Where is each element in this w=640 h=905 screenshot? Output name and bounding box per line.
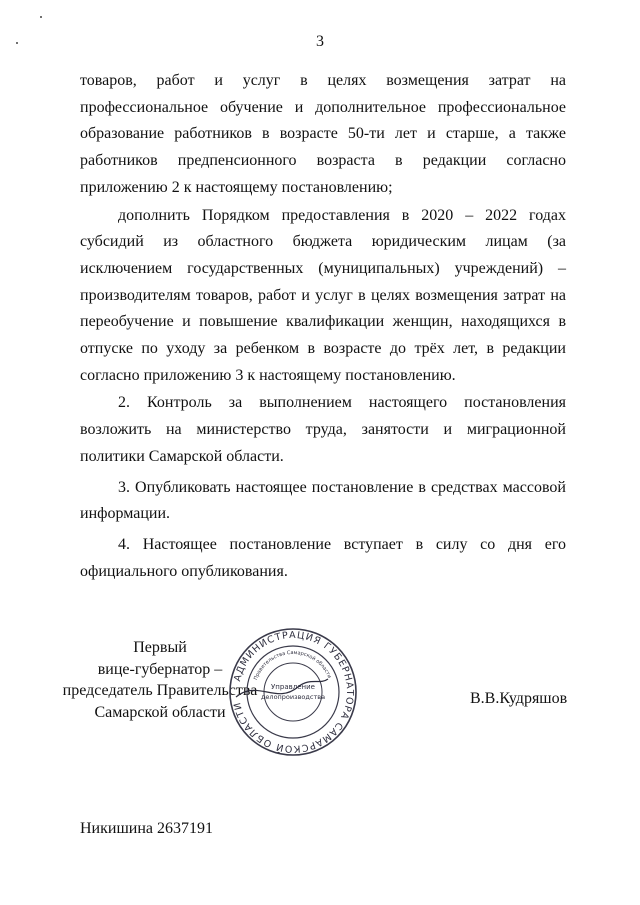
seal-outer-text: АДМИНИСТРАЦИЯ ГУБЕРНАТОРА САМАРСКОЙ ОБЛАСТИ — [231, 629, 356, 755]
position-line: вице-губернатор – — [97, 660, 223, 678]
paragraph-effective-date: 4. Настоящее постановление вступает в силу со дня его официального опубликования. — [80, 535, 566, 580]
paragraph-order-addition: дополнить Порядком предоставления в 2020 – 2022 годах субсидий из областного бюджета юридическим лицам (за исключением государственных (муниципальных) учреждений) – производителям товаров, работ и услуг в целях возмещения затрат на переобучение и повышение квалификации женщин, находящихся в отпуске по уходу за ребенком в возрасте до трёх лет, в редакции согласно приложению 3 к настоящему постановлению. — [80, 206, 566, 384]
position-line: Самарской области — [94, 703, 226, 721]
position-line: председатель Правительства — [62, 682, 258, 699]
signatory-name: В.В.Кудряшов — [470, 690, 568, 707]
seal-center-line: Управление — [271, 683, 315, 691]
page-number: 3 — [316, 33, 324, 50]
position-line: Первый — [133, 639, 187, 656]
paragraph-control: 2. Контроль за выполнением настоящего постановления возложить на министерство труда, занятости и миграционной политики Самарской области. — [80, 394, 566, 465]
official-seal — [228, 627, 358, 757]
seal-icon — [228, 627, 358, 757]
paragraph-continued: товаров, работ и услуг в целях возмещения затрат на профессиональное обучение и дополнительное профессиональное образование работников в возрасте 50-ти лет и старше, а также работников предпенсионного возраста в редакции согласно приложению 2 к настоящему постановлению; — [80, 72, 566, 196]
scan-speck — [40, 16, 42, 18]
executor-info: Никишина 2637191 — [80, 820, 213, 837]
document-body — [80, 68, 566, 585]
seal-inner-text: Правительства Самарской области — [253, 649, 333, 681]
paragraph-publication: 3. Опубликовать настоящее постановление в средствах массовой информации. — [80, 478, 566, 523]
seal-center-line: делопроизводства — [260, 693, 326, 701]
